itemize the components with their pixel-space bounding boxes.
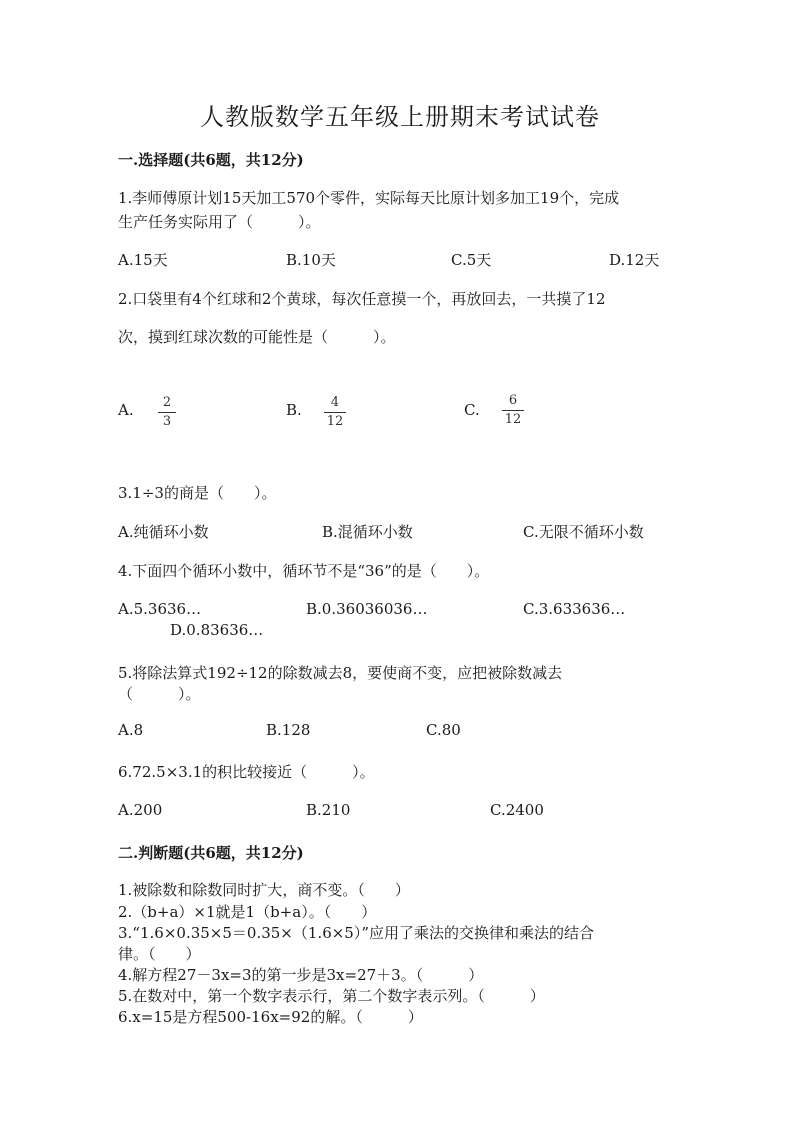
section-heading-choice: 一.选择题(共6题，共12分) [118,151,304,169]
q2-option-c-denominator: 12 [504,412,522,427]
q2-option-c-letter: C. [464,401,480,419]
q1-option-d: D.12天 [609,251,660,269]
judgment-line-3: 3.“1.6×0.35×5＝0.35×（1.6×5）”应用了乘法的交换律和乘法的结合 [118,924,595,942]
q2-option-b-denominator: 12 [326,414,344,429]
q1-option-c: C.5天 [451,251,492,269]
judgment-line-4: 4.解方程27－3x=3的第一步是3x=27＋3。（ ） [118,966,484,984]
q2-option-a-denominator: 3 [162,414,172,429]
q4-option-c: C.3.633636… [523,600,626,618]
judgment-line-2: 2.（b+a）×1就是1（b+a）。（ ） [118,903,377,921]
q2-option-c-fraction [502,394,524,427]
q6-option-a: A.200 [118,801,163,819]
q5-text-line1: 5.将除法算式192÷12的除数减去8，要使商不变，应把被除数减去 [118,664,563,682]
q1-text-line1: 1.李师傅原计划15天加工570个零件，实际每天比原计划多加工19个，完成 [118,189,620,207]
q4-text-line1: 4.下面四个循环小数中，循环节不是“36”的是（ ）。 [118,562,490,580]
q5-option-b: B.128 [266,721,311,739]
judgment-line-6: 6.x=15是方程500-16x=92的解。（ ） [118,1008,423,1026]
q4-option-a: A.5.3636… [118,600,202,618]
q2-option-b-letter: B. [286,401,302,419]
q1-option-b: B.10天 [286,251,336,269]
q5-text-line2: （ ）。 [118,685,201,703]
q1-option-a: A.15天 [118,251,168,269]
q2-option-b-fraction [324,396,346,429]
q2-option-a-fraction [158,396,176,429]
page-title: 人教版数学五年级上册期末考试试卷 [200,103,600,131]
q5-option-c: C.80 [426,721,461,739]
q6-option-c: C.2400 [490,801,544,819]
q3-option-a: A.纯循环小数 [118,523,209,541]
judgment-line-5: 5.在数对中，第一个数字表示行，第二个数字表示列。（ ） [118,987,545,1005]
q2-text-line1: 2.口袋里有4个红球和2个黄球，每次任意摸一个，再放回去，一共摸了12 [118,290,606,308]
q3-text-line1: 3.1÷3的商是（ ）。 [118,484,277,502]
judgment-line-1: 1.被除数和除数同时扩大，商不变。（ ） [118,881,410,899]
q4-option-d: D.0.83636… [170,621,264,639]
q2-option-c-numerator: 6 [508,393,518,408]
q2-option-b-numerator: 4 [330,395,340,410]
q6-text-line1: 6.72.5×3.1的积比较接近（ ）。 [118,763,375,781]
q5-option-a: A.8 [118,721,144,739]
q2-option-a-letter: A. [118,401,134,419]
q1-text-line2: 生产任务实际用了（ ）。 [118,213,321,231]
q6-option-b: B.210 [306,801,351,819]
judgment-line-3-cont: 律。（ ） [118,945,201,963]
q2-text-line2: 次，摸到红球次数的可能性是（ ）。 [118,328,396,346]
section-heading-judgment: 二.判断题(共6题，共12分) [118,844,304,862]
q4-option-b: B.0.36036036… [306,600,428,618]
q3-option-b: B.混循环小数 [322,523,413,541]
q2-option-a-numerator: 2 [162,395,172,410]
q3-option-c: C.无限不循环小数 [523,523,644,541]
